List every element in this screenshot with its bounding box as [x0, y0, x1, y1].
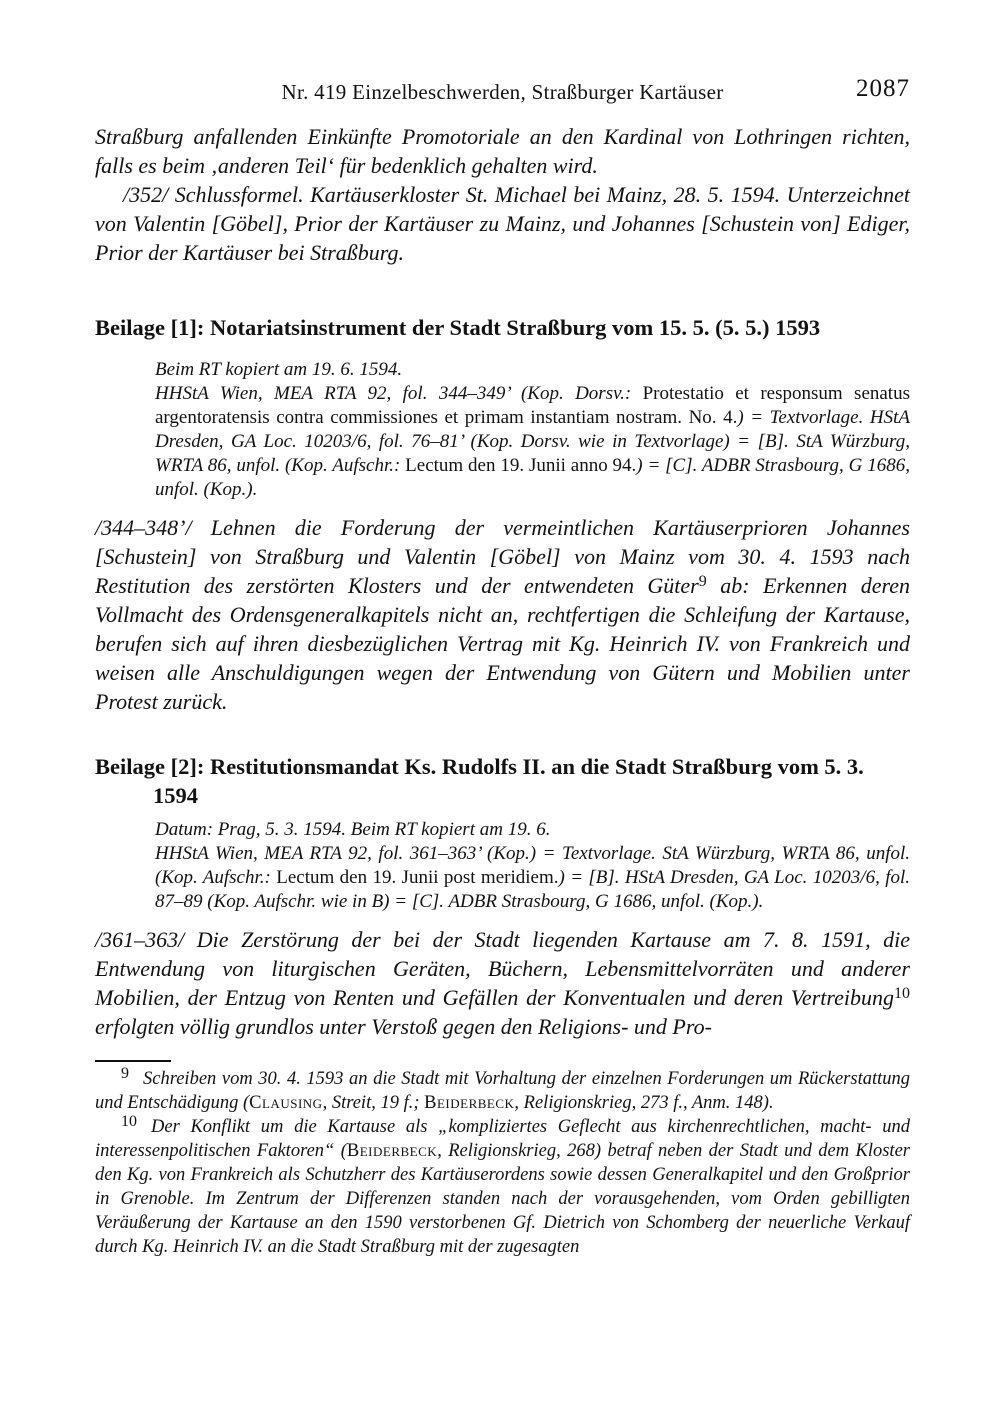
footnote-ref-10: 10	[894, 985, 910, 1002]
source-segment: HHStA Wien, MEA RTA 92, fol. 361–363’ (Kop.) = Textvorlage. StA Würzburg, WRTA 86, unfol. (Kop. Aufschr.:	[155, 843, 910, 888]
footnote-text: , Streit, 19 f.;	[322, 1093, 425, 1113]
schlussformel-paragraph: /352/ Schlussformel. Kartäuserkloster St. Michael bei Mainz, 28. 5. 1594. Unterzeichnet von Valentin [Göbel], Prior der Kartäuser zu Mainz, und Johannes [Schustein von] Ediger, Prior der Kartäuser bei Straßburg.	[95, 182, 910, 265]
beilage1-heading: Beilage [1]: Notariatsinstrument der Stadt Straßburg vom 15. 5. (5. 5.) 1593	[95, 315, 821, 340]
footnote-text: Der Konflikt um die Kartause als „kompliziertes Geflecht aus kirchenrechtlichen, macht- und interessenpolitischen Faktoren“ (	[95, 1117, 910, 1161]
beilage2-summary-paragraph	[95, 925, 910, 1041]
footnote-number: 10	[121, 1113, 137, 1130]
source-segment-lectum-note: Lectum den 19. Junii anno 94.	[405, 455, 637, 476]
summary-text: ab: Erkennen deren Vollmacht des Ordensgeneralkapitels nicht an, rechtfertigen die Schleifung der Kartause, berufen sich auf ihren diesbezüglichen Vertrag mit Kg. Heinrich IV. von Frankreich und weisen alle Anschuldigungen wegen der Entwendung von Gütern und Mobilien unter Protest zurück.	[95, 573, 910, 714]
continuation-paragraph: Straßburg anfallenden Einkünfte Promotoriale an den Kardinal von Lothringen richten, falls es beim ‚anderen Teil‘ für bedenklich gehalten wird.	[95, 124, 910, 178]
source-segment: ) = [B]. HStA Dresden, GA Loc. 10203/6, fol. 87–89 (Kop. Aufschr. wie in B) = [C]. ADBR Strasbourg, G 1686, unfol. (Kop.).	[155, 867, 911, 912]
source-segment: ) = Textvorlage. HStA Dresden, GA Loc. 10203/6, fol. 76–81’ (Kop. Dorsv. wie in Textvorlage) = [B]. StA Würzburg, WRTA 86, unfol. (Kop. Aufschr.:	[155, 407, 910, 476]
running-header	[95, 75, 910, 108]
footnote-ref-9: 9	[698, 573, 707, 590]
author-name: Beiderbeck	[424, 1093, 515, 1113]
source-segment-dorsal-note: Protestatio et responsum senatus argentoratensis contra commissiones et primam instantiam nostram. No. 4.	[155, 383, 910, 428]
footnote-number: 9	[121, 1065, 129, 1082]
source-segment-lectum-note: Lectum den 19. Junii post meridiem.	[276, 867, 559, 888]
beilage2-copy-note: Datum: Prag, 5. 3. 1594. Beim RT kopiert am 19. 6.	[155, 819, 551, 840]
footnote-separator-rule	[95, 1060, 171, 1062]
summary-text: /344–348’/ Lehnen die Forderung der vermeintlichen Kartäuserprioren Johannes [Schustein] von Straßburg und Valentin [Göbel] von Mainz vom 30. 4. 1593 nach Restitution des zerstörten Klosters und der entwendeten Güter	[95, 515, 910, 598]
footnote-text: Schreiben vom 30. 4. 1593 an die Stadt mit Vorhaltung der einzelnen Forderungen um Rückerstattung und Entschädigung (	[95, 1069, 910, 1113]
footnote-text: , Religionskrieg, 273 f., Anm. 148).	[514, 1093, 774, 1113]
footnote-10	[95, 1115, 910, 1259]
footnote-text: , Religionskrieg, 268) betraf neben der Stadt und dem Kloster den Kg. von Frankreich als Schutzherr des Kartäuserordens sowie dessen Generalkapitel und den Großprior in Grenoble. Im Zentrum der Differenzen standen nach der vorausgehenden, vom Orden gebilligten Veräußerung der Kartause an den 1590 verstorbenen Gf. Dietrich von Schomberg der neuerliche Verkauf durch Kg. Heinrich IV. an die Stadt Straßburg mit der zugesagten	[95, 1141, 910, 1257]
intro-block	[95, 122, 910, 267]
beilage2-heading: Beilage [2]: Restitutionsmandat Ks. Rudolfs II. an die Stadt Straßburg vom 5. 3. 1594	[95, 754, 864, 808]
beilage2-source-block	[155, 818, 910, 914]
running-title: Nr. 419 Einzelbeschwerden, Straßburger Kartäuser	[281, 80, 724, 104]
source-segment: HHStA Wien, MEA RTA 92, fol. 344–349’ (Kop. Dorsv.:	[155, 383, 643, 404]
author-name: Clausing	[249, 1093, 323, 1113]
author-name: Beiderbeck	[346, 1141, 438, 1161]
page-number: 2087	[856, 75, 910, 102]
beilage2-source-description	[155, 842, 910, 914]
beilage1-copy-note: Beim RT kopiert am 19. 6. 1594.	[155, 359, 403, 380]
source-segment: ) = [C]. ADBR Strasbourg, G 1686, unfol. (Kop.).	[155, 455, 910, 500]
beilage1-source-description	[155, 382, 910, 502]
footnote-9	[95, 1067, 910, 1115]
summary-text: erfolgten völlig grundlos unter Verstoß gegen den Religions- und Pro-	[95, 1014, 712, 1039]
beilage1-source-block	[155, 358, 910, 502]
beilage1-summary-paragraph	[95, 513, 910, 716]
summary-text: /361–363/ Die Zerstörung der bei der Stadt liegenden Kartause am 7. 8. 1591, die Entwendung von liturgischen Geräten, Büchern, Lebensmittelvorräten und anderer Mobilien, der Entzug von Renten und Gefällen der Konventualen und deren Vertreibung	[95, 927, 910, 1010]
footnotes-section	[95, 1067, 910, 1259]
